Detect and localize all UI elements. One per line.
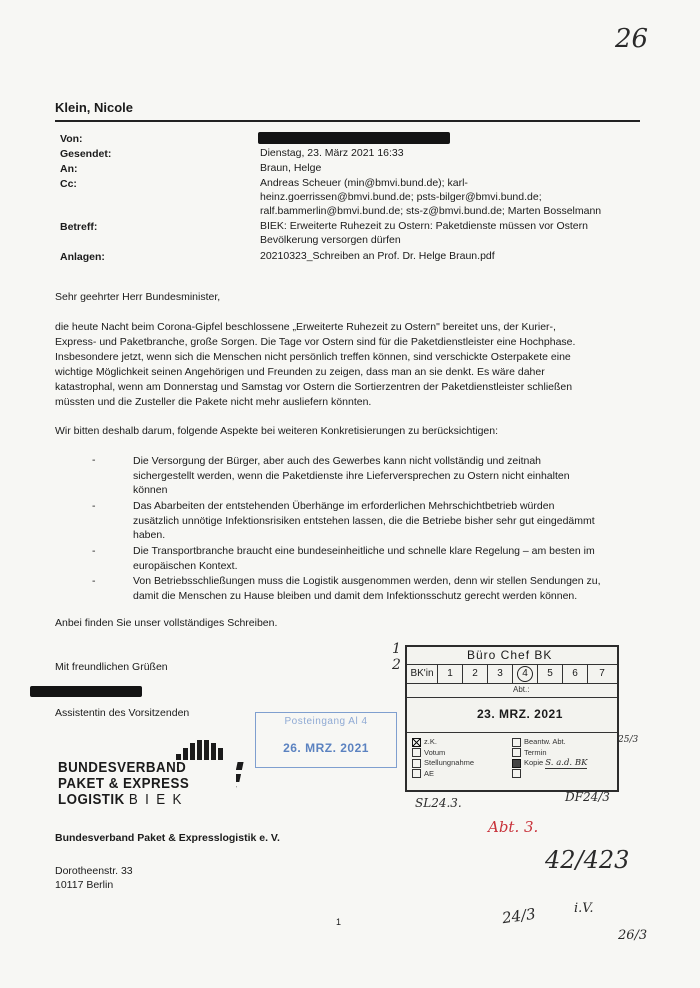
checks-right (512, 737, 587, 779)
bullet-line: Die Transportbranche braucht eine bundeseinheitliche und schnelle klare Regelung – am besten im (133, 545, 595, 557)
paragraph-1-line: wichtige Möglichkeit seinen Angehörigen und Freunden zu zeigen, dass man an sie denkt. Es wäre daher (55, 366, 545, 378)
bullet-dash: - (92, 545, 96, 557)
gesendet-label: Gesendet: (60, 148, 112, 160)
bullet-item (133, 454, 613, 498)
check-label: Termin (524, 747, 547, 757)
bullet-line: Die Versorgung der Bürger, aber auch des Gewerbes kann nicht vollständig und zeitnah (133, 455, 542, 467)
von-label: Von: (60, 133, 83, 145)
check-beantw (512, 737, 587, 748)
check-zk (412, 737, 474, 748)
annotation-ref: 42/423 (545, 846, 630, 874)
hand-mark-2: 2 (392, 657, 401, 673)
bk-grid-cell-circled: 4 (513, 665, 538, 683)
salutation: Sehr geehrter Herr Bundesminister, (55, 291, 221, 303)
paragraph-1-line: Insbesondere jetzt, wenn sich die Menschen nicht persönlich treffen können, sind verschickte Osterpakete eine (55, 351, 571, 363)
stamp-side-note: 25/3 (618, 735, 639, 745)
handwritten-page-number: 26 (615, 24, 649, 54)
paragraph-1-line: müssten und die Zusteller die Pakete nicht mehr ausliefern könnten. (55, 396, 372, 408)
bullet-line: Von Betriebsschließungen muss die Logistik ausgenommen werden, denn wir stellen Sendungen zu, (133, 575, 601, 587)
bullet-item (133, 574, 613, 603)
annotation-red: Abt. 3. (488, 818, 539, 836)
globe-icon (174, 732, 230, 762)
cc-line-2: heinz.goerrissen@bmvi.bund.de; psts-bilger@bmvi.bund.de; (260, 191, 542, 203)
bk-grid (407, 664, 617, 684)
redaction-signature (30, 686, 142, 697)
sender-name: Klein, Nicole (55, 100, 134, 115)
bullet-item (133, 544, 613, 573)
logo-line-3a: LOGISTIK (58, 792, 125, 808)
header-rule (55, 120, 640, 122)
check-label: Kopie (524, 758, 544, 767)
paragraph-1-line: katastrophal, wenn am Donnerstag und Samstag vor Ostern die Sortierzentren der Paketdienstleister schließen (55, 381, 573, 393)
cc-line-3: ralf.bammerlin@bmvi.bund.de; sts-z@bmvi.bund.de; Marten Bosselmann (260, 205, 602, 217)
annotation-df: DF24/3 (565, 790, 610, 804)
bk-grid-cell: 1 (438, 665, 463, 683)
bullet-line: Das Abarbeiten der entstehenden Überhänge im erforderlichen Mehrschichtbetrieb würden (133, 500, 555, 512)
office-stamp-divider (407, 732, 617, 733)
paragraph-1-line: die heute Nacht beim Corona-Gipfel beschlossene „Erweiterte Ruhezeit zu Ostern" bereitet uns, der Kurier-, (55, 321, 556, 333)
logo-line-2: PAKET & EXPRESS (58, 776, 190, 792)
office-stamp (405, 645, 619, 792)
check-termin (512, 748, 587, 759)
bk-grid-label: BK'in (407, 665, 438, 683)
anlagen-value[interactable]: 20210323_Schreiben an Prof. Dr. Helge Braun.pdf (260, 250, 495, 262)
bullet-line: haben. (133, 529, 166, 541)
check-label: Votum (424, 747, 446, 757)
an-value: Braun, Helge (260, 162, 322, 174)
anlagen-label: Anlagen: (60, 251, 105, 263)
logo-line-1: BUNDESVERBAND (58, 760, 187, 776)
bullet-dash: - (92, 500, 96, 512)
bk-grid-cell: 3 (488, 665, 513, 683)
gesendet-value: Dienstag, 23. März 2021 16:33 (260, 147, 404, 159)
paragraph-3: Anbei finden Sie unser vollständiges Schreiben. (55, 617, 278, 629)
page-number: 1 (336, 917, 342, 927)
paragraph-1-line: Express- und Paketbranche, große Sorgen. Die Tage vor Ostern sind für die Paketdienstleister eine Hochphase. (55, 336, 576, 348)
bk-grid-cell: 2 (463, 665, 488, 683)
betreff-label: Betreff: (60, 221, 98, 233)
annotation-sig-1: 24/3 (500, 904, 537, 928)
bullet-line: sichergestellt werden, wenn die Paketdienste ihre Lieferversprechen zu Ostern nicht einhalten (133, 469, 570, 482)
check-label: Stellungnahme (424, 758, 475, 767)
biek-logo (58, 732, 258, 818)
office-stamp-title: Büro Chef BK (467, 648, 553, 662)
check-votum (412, 748, 474, 759)
closing: Mit freundlichen Grüßen (55, 661, 168, 673)
hand-mark-1: 1 (392, 641, 401, 657)
check-label: AE (424, 768, 435, 778)
assistant-title: Assistentin des Vorsitzenden (55, 707, 190, 719)
abt-row (407, 683, 617, 698)
check-ae (412, 769, 474, 780)
footer-city: 10117 Berlin (55, 879, 114, 891)
logo-line-3 (58, 792, 189, 808)
checks-left (412, 737, 474, 779)
logo-wordmark (58, 760, 189, 808)
check-blank (512, 769, 587, 780)
annotation-sig-2: 26/3 (618, 928, 648, 943)
bullet-dash: - (92, 575, 96, 587)
bullet-line: können (133, 484, 168, 496)
bullet-line: damit die Menschen zu Hause bleiben und damit dem Infektionsschutz gerecht werden können. (133, 589, 578, 602)
an-label: An: (60, 163, 78, 175)
footer-org: Bundesverband Paket & Expresslogistik e. V. (55, 832, 280, 844)
check-kopie (512, 758, 587, 769)
bullet-dash: - (92, 454, 96, 466)
betreff-line-1: BIEK: Erweiterte Ruhezeit zu Ostern: Paketdienste müssen vor Ostern (260, 220, 588, 232)
redaction-von (258, 132, 450, 144)
paragraph-2: Wir bitten deshalb darum, folgende Aspekte bei weiteren Konkretisierungen zu berücksichtigen: (55, 425, 499, 437)
check-stellungnahme (412, 758, 474, 769)
annotation-iv: i.V. (574, 901, 594, 916)
abt-label: Abt.: (513, 685, 530, 694)
paragraph-1 (55, 320, 625, 410)
kopie-handwritten: S. a.d. BK (545, 758, 588, 768)
bk-grid-cell: 5 (538, 665, 563, 683)
bullet-line: zusätzlich unnötige Infektionsrisiken entstehen lassen, die die Betriebe bisher sehr gut eingedämmt (133, 514, 595, 527)
posteingang-title: Posteingang Al 4 (284, 716, 368, 727)
footer-street: Dorotheenstr. 33 (55, 865, 133, 877)
posteingang-stamp (255, 712, 397, 768)
betreff-line-2: Bevölkerung versorgen dürfen (260, 234, 401, 246)
annotation-sl: SL24.3. (415, 796, 462, 810)
bk-grid-cell: 7 (599, 668, 605, 679)
bullet-line: europäischen Kontext. (133, 559, 238, 572)
logo-line-3b: B I E K (128, 792, 184, 808)
check-label: Beantw. Abt. (524, 737, 566, 746)
bk-grid-cell: 6 (563, 665, 588, 683)
bullet-item (133, 499, 613, 543)
cc-label: Cc: (60, 178, 77, 190)
office-stamp-date: 23. MRZ. 2021 (477, 707, 563, 721)
check-label: z.K. (424, 737, 437, 746)
posteingang-date: 26. MRZ. 2021 (283, 741, 369, 755)
cc-line-1: Andreas Scheuer (min@bmvi.bund.de); karl- (260, 177, 468, 189)
